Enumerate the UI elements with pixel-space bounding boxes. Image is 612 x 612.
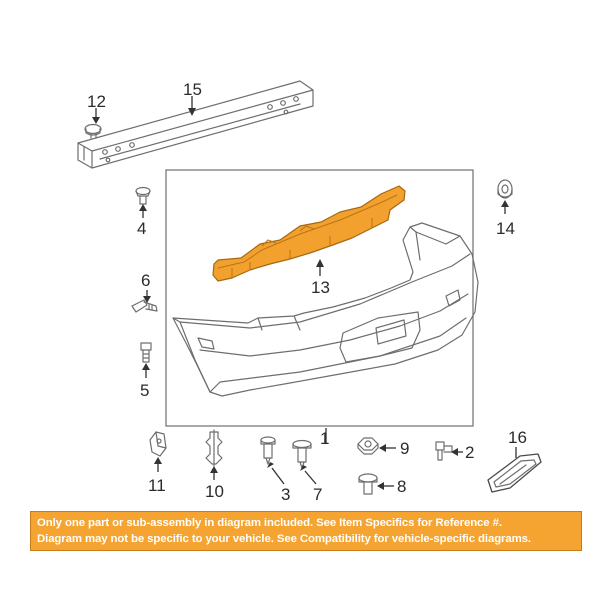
callout-6: 6 [141,271,151,290]
notice-line-1: Only one part or sub-assembly in diagram included. See Item Specifics for Reference #. [37,517,502,529]
callout-12: 12 [87,92,106,111]
callout-3: 3 [281,485,291,504]
grommet-part-14 [498,180,512,198]
callout-9: 9 [400,439,410,458]
callout-8: 8 [397,477,407,496]
push-retainer-part-7 [293,441,311,469]
notice-banner [30,511,582,551]
bumper-cover-part-1 [173,223,478,396]
nut-part-9 [358,438,378,454]
callout-10: 10 [205,482,224,501]
callout-16: 16 [508,428,527,447]
push-pin-part-8 [359,474,377,494]
push-pin-part-4 [136,188,150,205]
bolt-part-6 [132,300,157,312]
screw-part-5 [141,343,151,362]
reflector-part-16 [488,454,541,492]
callout-7: 7 [313,485,323,504]
callout-4: 4 [137,219,147,238]
callout-14: 14 [496,219,515,238]
callout-2: 2 [465,443,475,462]
bracket-part-11 [150,432,166,456]
callout-15: 15 [183,80,202,99]
notice-line-2: Diagram may not be specific to your vehicle. See Compatibility for vehicle-specific diagrams. [37,533,531,545]
callout-13: 13 [311,278,330,297]
energy-absorber-part-13 [213,186,405,281]
push-retainer-part-3 [261,437,275,464]
assembly-frame [166,170,473,426]
bolt-part-12 [85,125,101,139]
callout-5: 5 [140,381,150,400]
callout-11: 11 [148,476,166,495]
bolt-part-2 [436,442,452,460]
clip-part-10 [206,430,222,466]
callout-1: 1 [320,429,330,448]
